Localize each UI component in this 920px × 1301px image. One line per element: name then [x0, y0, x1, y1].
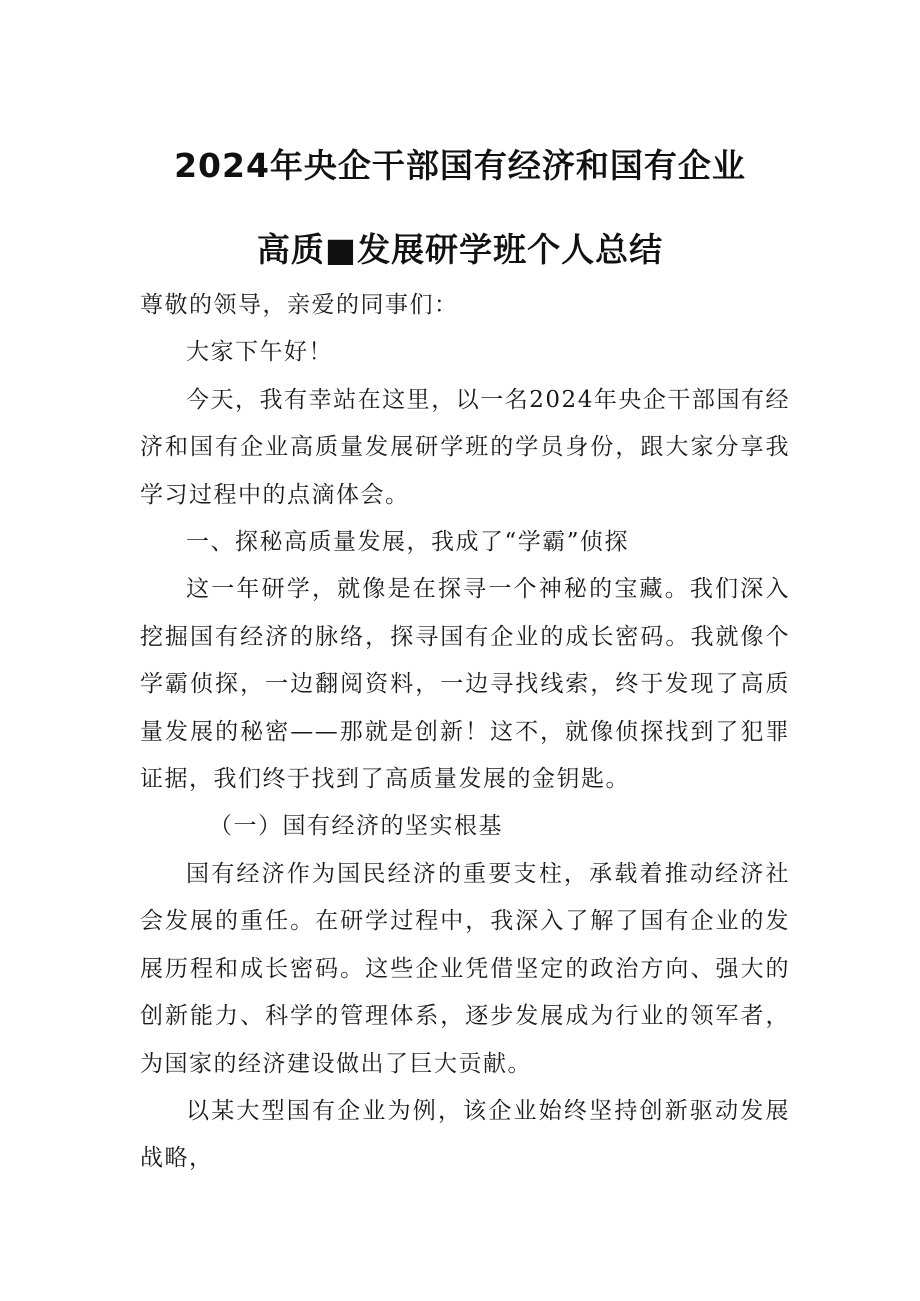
section-1-heading: 一、探秘高质量发展，我成了“学霸”侦探	[186, 529, 630, 556]
greeting: 大家下午好！	[186, 339, 333, 366]
intro-paragraph: 今天，我有幸站在这里，以一名2024年央企干部国有经济和国有企业高质量发展研学班的学员身份，跟大家分享我学习过程中的点滴体会。	[140, 386, 790, 508]
document-body	[140, 282, 790, 1183]
subsection-1-paragraph: 国有经济作为国民经济的重要支柱，承载着推动经济社会发展的重任。在研学过程中，我深入了解了国有企业的发展历程和成长密码。这些企业凭借坚定的政治方向、强大的创新能力、科学的管理体系，逐步发展成为行业的领军者，为国家的经济建设做出了巨大贡献。	[140, 860, 790, 1077]
subsection-1-heading: （一）国有经济的坚实根基	[209, 813, 503, 840]
document-title-line-1: 2024年央企干部国有经济和国有企业	[174, 146, 746, 185]
salutation: 尊敬的领导，亲爱的同事们：	[140, 292, 459, 318]
document-title-line-2: 高质■发展研学班个人总结	[256, 230, 664, 269]
section-1-paragraph: 这一年研学，就像是在探寻一个神秘的宝藏。我们深入挖掘国有经济的脉络，探寻国有企业的成长密码。我就像个学霸侦探，一边翻阅资料，一边寻找线索，终于发现了高质量发展的秘密——那就是创新！这不，就像侦探找到了犯罪证据，我们终于找到了高质量发展的金钥匙。	[140, 576, 790, 793]
example-paragraph: 以某大型国有企业为例，该企业始终坚持创新驱动发展战略，	[140, 1097, 790, 1172]
